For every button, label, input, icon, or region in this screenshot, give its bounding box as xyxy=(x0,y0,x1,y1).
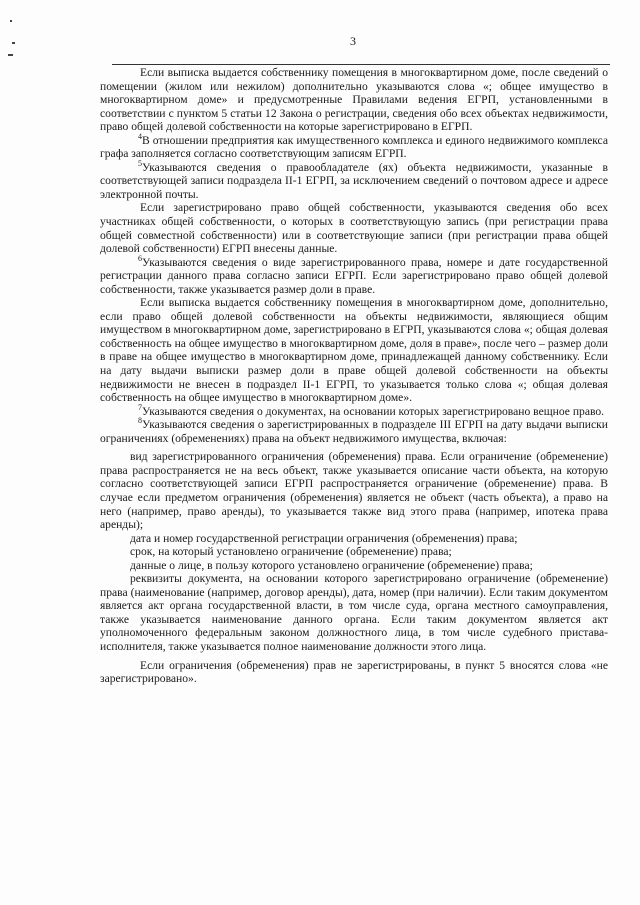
page-number: 3 xyxy=(350,34,356,48)
paragraph: Если выписка выдается собственнику помещения в многоквартирном доме, после сведений о помещении (жилом или нежилом) дополнительно указываются слова «; общее имущество в многоквартирном доме» и предусмотренные Правилами ведения ЕГРП, установленными в соответствии с пунктом 5 статьи 12 Закона о регистрации, сведения обо всех объектах недвижимости, право общей долевой собственности на которые зарегистрировано в ЕГРП. xyxy=(100,66,608,134)
paragraph: Если зарегистрировано право общей собственности, указываются сведения обо всех участниках общей собственности, о которых в соответствующую запись (при регистрации права общей совместной собственности) или в соответствующие записи (при регистрации права общей долевой собственности) ЕГРП внесены данные. xyxy=(100,201,608,256)
footnote-paragraph: $^7$Указываются сведения о документах, на основании которых зарегистрировано вещное право. xyxy=(138,402,605,418)
scan-margin-marks xyxy=(6,14,20,64)
list-item: реквизиты документа, на основании которого зарегистрировано ограничение (обременение) права (наименование (например, договор аренды), дата, номер (при наличии). Если таким документом является акт органа государственной власти, в том числе суда, органа местного самоуправления, также указывается наименование данного органа. Если таким документом является акт уполномоченного федеральным законом должностного лица, в том числе судебного пристава-исполнителя, также указывается полное наименование должности этого лица. xyxy=(100,572,608,653)
footnote-number: 5 xyxy=(138,158,142,168)
closing-paragraph: Если ограничения (обременения) прав не зарегистрированы, в пункт 5 вносятся слова «не зарегистрировано». xyxy=(100,658,608,686)
scan-mark xyxy=(12,42,15,44)
scan-mark xyxy=(8,54,13,56)
footnote-number: 8 xyxy=(138,416,142,426)
list-item: вид зарегистрированного ограничения (обременения) права. Если ограничение (обременение) права распространяется не на весь объект, также указывается описание части объекта, на которую согласно соответствующей записи ЕГРП распространяется ограничение (обременение) права. В случае если предметом ограничения (обременения) является не объект (часть объекта), а право на него (например, право аренды), то указывается также вид этого права (например, ипотека права аренды); xyxy=(100,450,608,532)
document-body xyxy=(100,66,608,686)
list-item: дата и номер государственной регистрации ограничения (обременения) права; xyxy=(130,531,518,545)
footnote-number: 4 xyxy=(138,131,142,141)
paragraph: Если выписка выдается собственнику помещения в многоквартирном доме, дополнительно, если право общей долевой собственности на объекты недвижимости, являющиеся общим имуществом в многоквартирном доме, зарегистрировано в ЕГРП, указываются слова «; общая долевая собственность на общее имущество в многоквартирном доме, доля в праве», после чего – размер доли в праве на общее имущество в многоквартирном доме, принадлежащей данному собственнику. Если на дату выдачи выписки размер доли в праве общей долевой собственности на объекты недвижимости не внесен в подраздел II-1 ЕГРП, то указывается только слова «; общая долевая собственность на общее имущество в многоквартирном доме». xyxy=(100,296,609,405)
header-rule xyxy=(112,64,610,65)
footnote-paragraph: $^4$В отношении предприятия как имущественного комплекса и единого недвижимого комплекса графа заполняется согласно соответствующим записям ЕГРП. xyxy=(100,131,608,161)
list-item: данные о лице, в пользу которого установлено ограничение (обременение) права; xyxy=(130,558,533,572)
footnote-paragraph: $^8$Указываются сведения о зарегистрированных в подразделе III ЕГРП на дату выдачи выписки ограничениях (обременениях) права на объект недвижимого имущества, включая: xyxy=(100,416,608,445)
footnote-number: 6 xyxy=(138,253,142,263)
footnote-paragraph: $^6$Указываются сведения о виде зарегистрированного права, номере и дате государственной регистрации данного права согласно записи ЕГРП. Если зарегистрировано право общей долевой собственности, также указывается размер доли в праве. xyxy=(100,253,608,296)
scan-mark xyxy=(10,20,12,22)
list-item: срок, на который установлено ограничение (обременение) права; xyxy=(130,545,452,559)
footnote-paragraph: $^5$Указываются сведения о правообладателе (ях) объекта недвижимости, указанные в соответствующей записи подраздела II-1 ЕГРП, за исключением сведений о почтовом адресе и адресе электронной почты. xyxy=(100,158,608,201)
footnote-number: 7 xyxy=(138,402,142,412)
